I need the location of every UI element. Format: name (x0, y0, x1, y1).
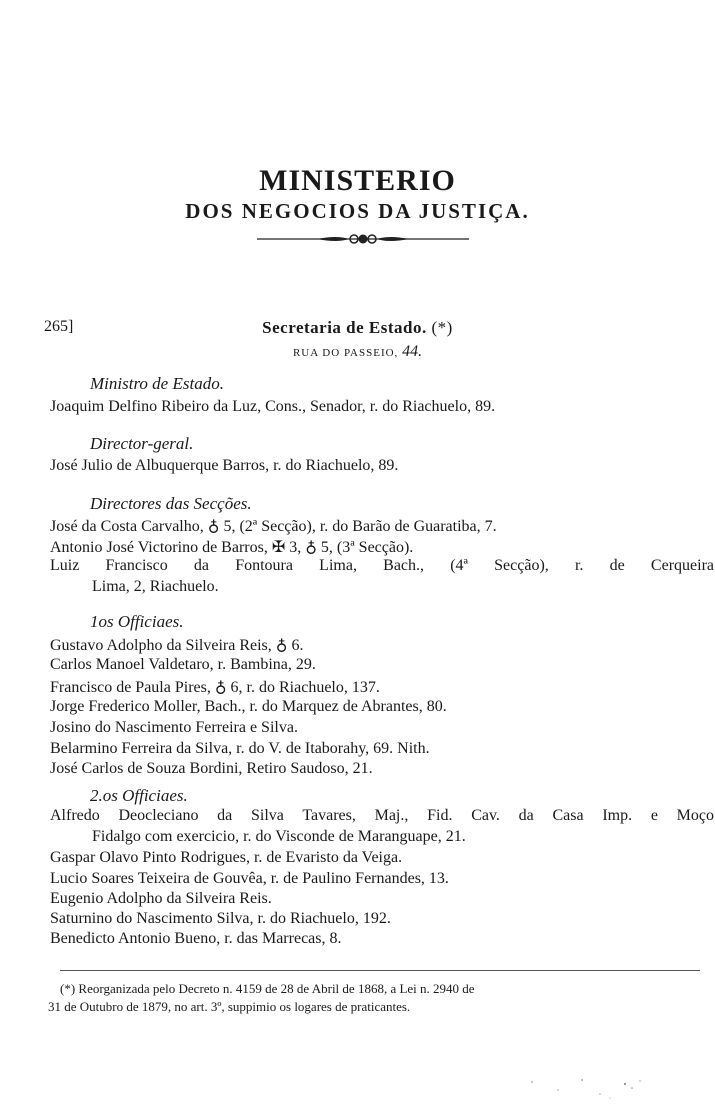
footnote-line-1: (*) Reorganizada pelo Decreto n. 4159 de 28 de Abril de 1868, a Lei n. 2940 de (60, 981, 475, 996)
address-street: RUA DO PASSEIO, (292, 347, 399, 359)
entry-officer-1-5: Josino do Nascimento Ferreira e Silva. (50, 719, 298, 736)
footnote-divider (60, 970, 700, 971)
paper-specks-icon (520, 1072, 670, 1102)
entry-officer-2-1-cont: Fidalgo com exercicio, r. do Visconde de Maranguape, 21. (92, 828, 466, 845)
heading-director-geral: Director-geral. (90, 434, 194, 453)
heading-primeiros-officiaes: 1os Officiaes. (90, 612, 184, 631)
entry-director-3: Luiz Francisco da Fontoura Lima, Bach., (4ª Secção), r. de Cerqueira (50, 557, 714, 574)
ornament-divider-icon (257, 230, 469, 248)
ministry-title: MINISTERIO (259, 164, 456, 197)
heading-directores: Directores das Secções. (90, 494, 252, 513)
entry-officer-1-4: Jorge Frederico Moller, Bach., r. do Marquez de Abrantes, 80. (50, 698, 447, 715)
entry-officer-2-2: Gaspar Olavo Pinto Rodrigues, r. de Evaristo da Veiga. (50, 849, 403, 866)
entry-director-2: Antonio José Victorino de Barros, ✠ 3, ♁ 5, (3ª Secção). (50, 539, 414, 556)
entry-officer-2-4: Eugenio Adolpho da Silveira Reis. (50, 890, 272, 907)
section-footnote-mark: (*) (431, 318, 453, 337)
entry-director-geral: José Julio de Albuquerque Barros, r. do Riachuelo, 89. (50, 457, 399, 474)
heading-segundos-officiaes: 2.os Officiaes. (90, 786, 188, 805)
entry-officer-1-2: Carlos Manoel Valdetaro, r. Bambina, 29. (50, 656, 316, 673)
footnote-line-2: 31 de Outubro de 1879, no art. 3º, suppimio os logares de praticantes. (48, 999, 411, 1014)
entry-officer-1-1: Gustavo Adolpho da Silveira Reis, ♁ 6. (50, 637, 304, 654)
entry-officer-2-3: Lucio Soares Teixeira de Gouvêa, r. de Paulino Fernandes, 13. (50, 870, 449, 887)
section-title (0, 318, 715, 338)
entry-director-3-cont: Lima, 2, Riachuelo. (92, 578, 219, 595)
entry-officer-1-3: Francisco de Paula Pires, ♁ 6, r. do Riachuelo, 137. (50, 679, 380, 696)
page-number: 265] (44, 318, 74, 335)
entry-officer-2-1: Alfredo Deocleciano da Silva Tavares, Maj., Fid. Cav. da Casa Imp. e Moço (50, 807, 714, 824)
entry-director-1: José da Costa Carvalho, ♁ 5, (2ª Secção), r. do Barão de Guaratiba, 7. (50, 518, 497, 535)
entry-officer-2-6: Benedicto Antonio Bueno, r. das Marrecas, 8. (50, 930, 342, 947)
section-address (0, 343, 715, 361)
address-number: 44. (402, 343, 423, 360)
entry-officer-2-5: Saturnino do Nascimento Silva, r. do Riachuelo, 192. (50, 910, 391, 927)
ministry-subtitle: DOS NEGOCIOS DA JUSTIÇA. (185, 199, 530, 223)
entry-ministro: Joaquim Delfino Ribeiro da Luz, Cons., Senador, r. do Riachuelo, 89. (50, 398, 496, 415)
entry-officer-1-7: José Carlos de Souza Bordini, Retiro Saudoso, 21. (50, 760, 373, 777)
heading-ministro: Ministro de Estado. (90, 374, 224, 393)
section-title-text: Secretaria de Estado. (262, 318, 427, 337)
entry-officer-1-6: Belarmino Ferreira da Silva, r. do V. de Itaborahy, 69. Nith. (50, 740, 430, 757)
